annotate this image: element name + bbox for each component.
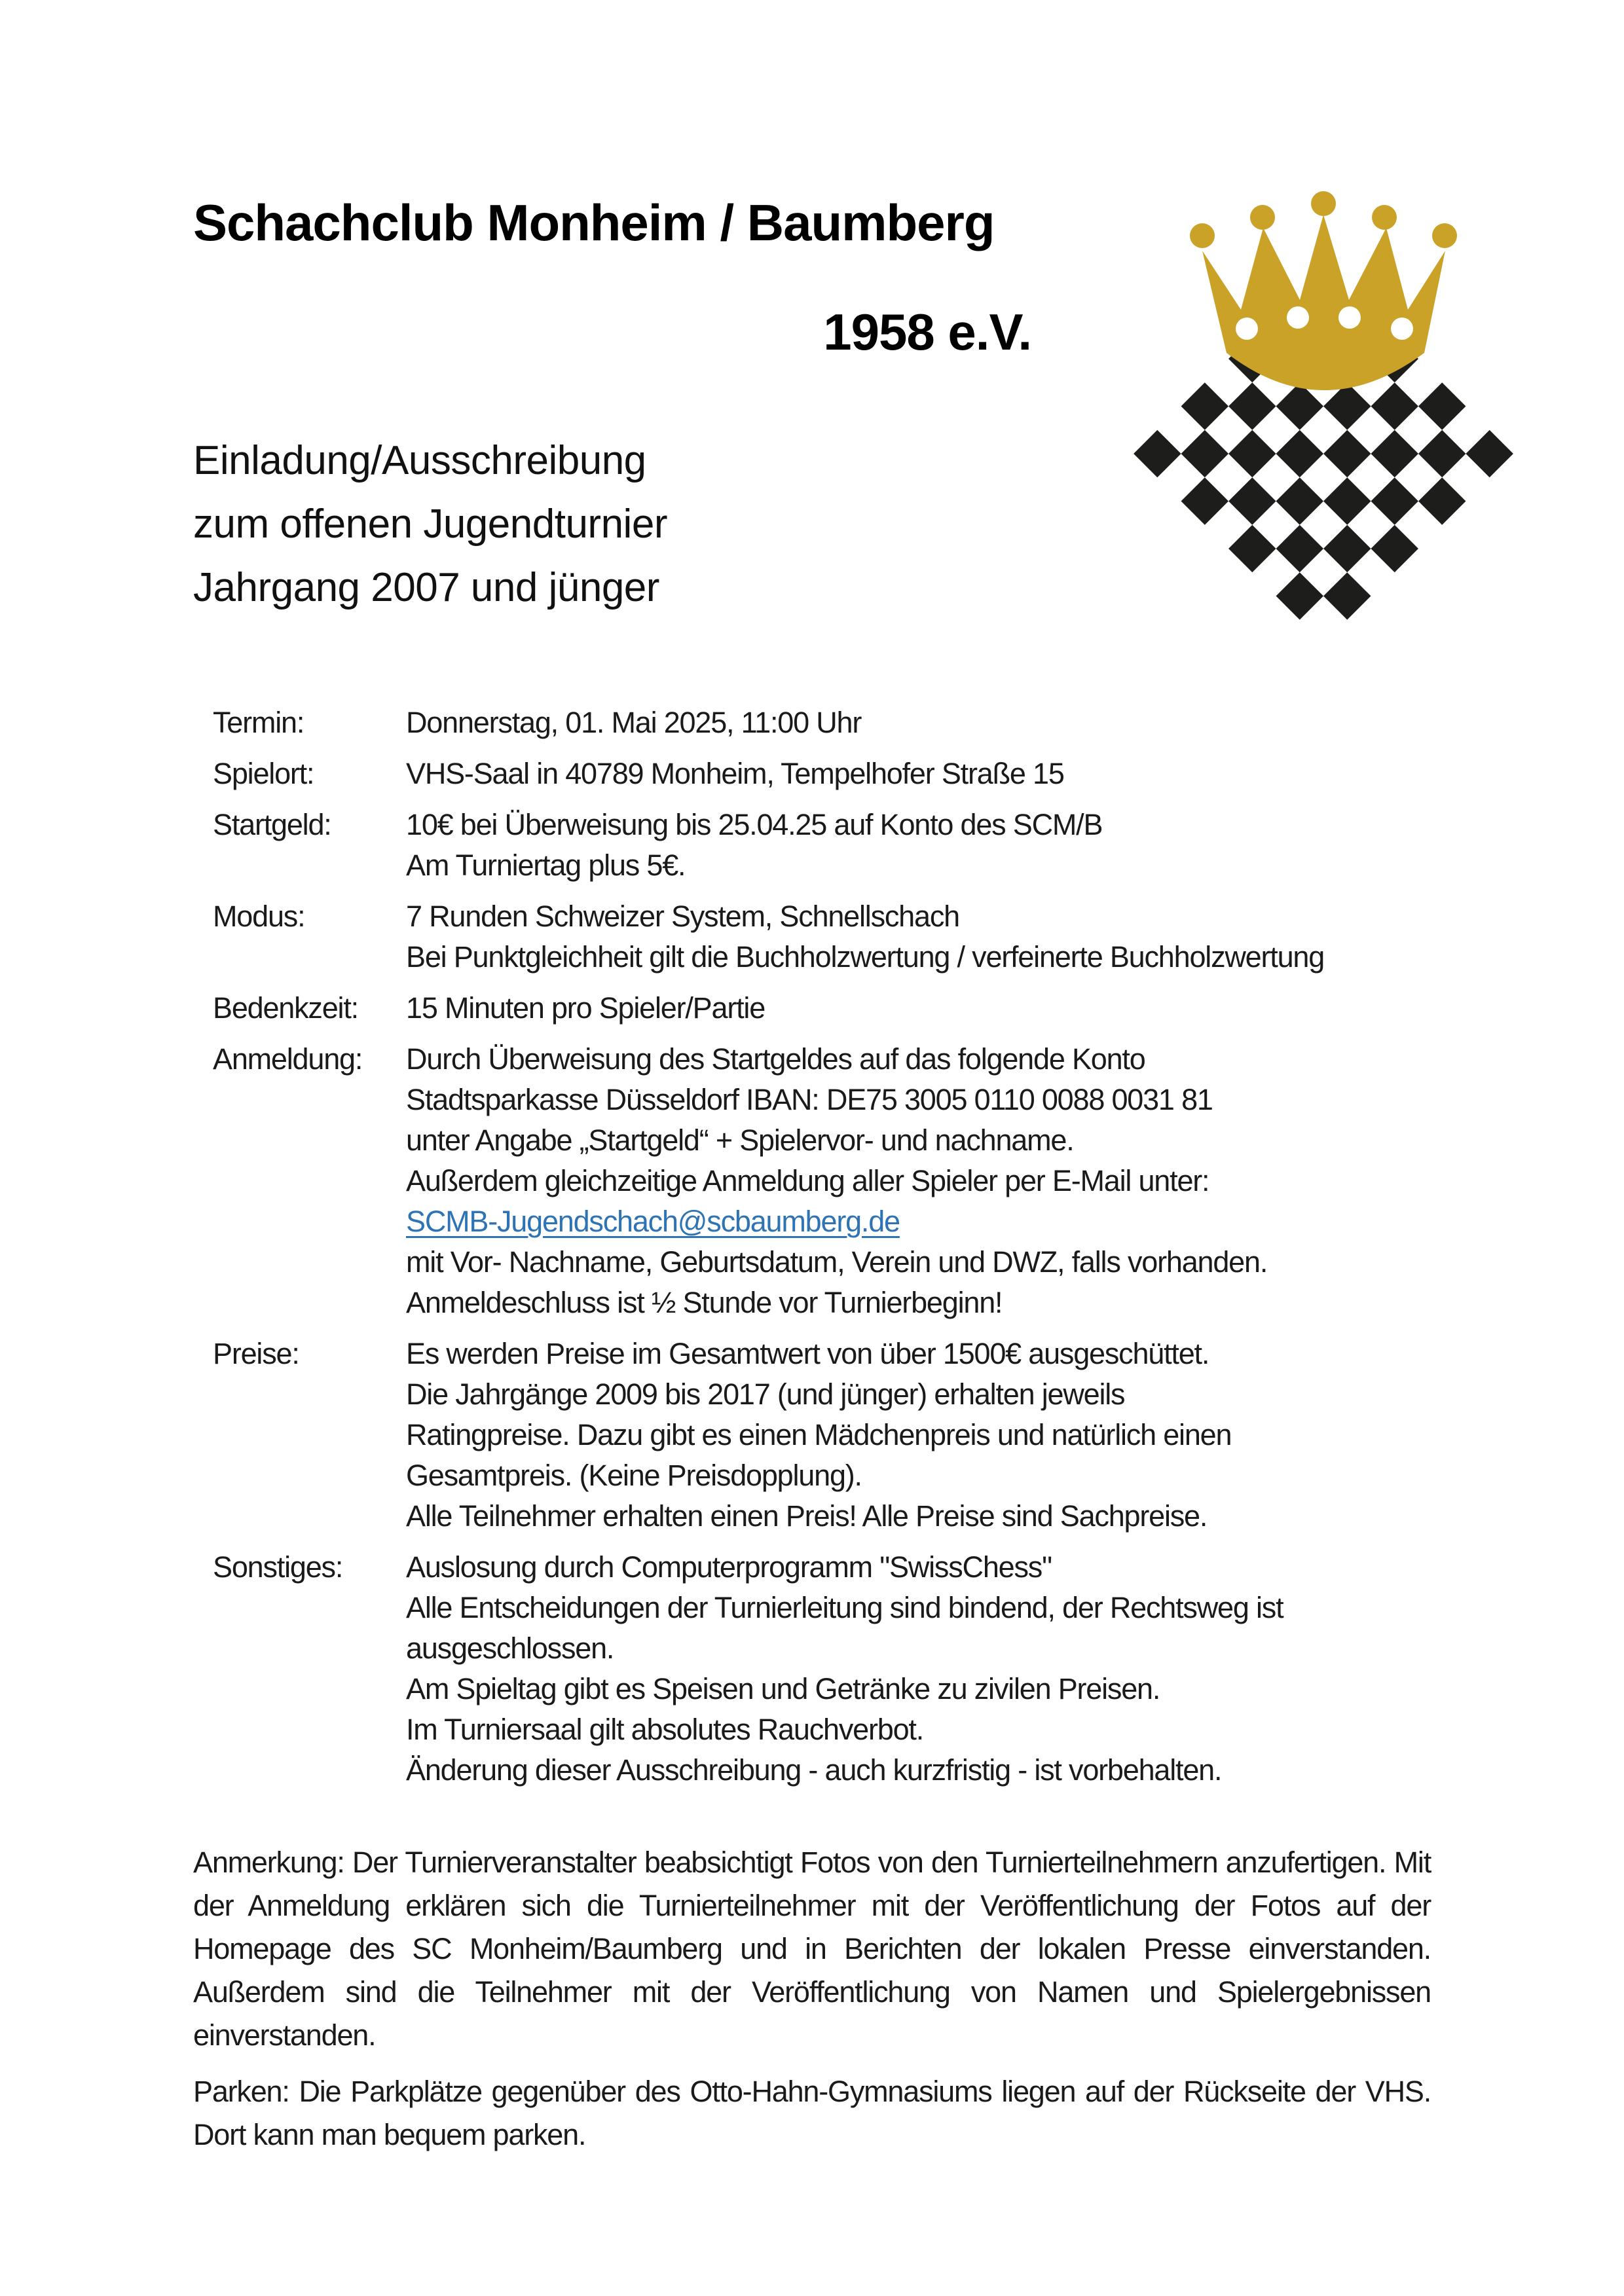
page-title: Schachclub Monheim / Baumberg xyxy=(193,194,995,251)
details-table xyxy=(213,702,1536,1801)
detail-label: Preise: xyxy=(213,1337,299,1370)
detail-label: Bedenkzeit: xyxy=(213,991,358,1025)
detail-line: mit Vor- Nachname, Geburtsdatum, Verein und DWZ, falls vorhanden. xyxy=(406,1245,1268,1279)
detail-line: Anmeldeschluss ist ½ Stunde vor Turnierbeginn! xyxy=(406,1286,1003,1319)
detail-line: Gesamtpreis. (Keine Preisdopplung). xyxy=(406,1459,862,1492)
detail-line: Es werden Preise im Gesamtwert von über 1500€ ausgeschüttet. xyxy=(406,1337,1209,1370)
detail-line: VHS-Saal in 40789 Monheim, Tempelhofer Straße 15 xyxy=(406,757,1064,790)
detail-label: Spielort: xyxy=(213,757,314,790)
detail-label: Anmeldung: xyxy=(213,1042,363,1076)
detail-line: Donnerstag, 01. Mai 2025, 11:00 Uhr xyxy=(406,706,862,739)
detail-row xyxy=(213,805,1536,886)
invitation-line: Jahrgang 2007 und jünger xyxy=(193,565,659,610)
detail-line: 15 Minuten pro Spieler/Partie xyxy=(406,991,766,1025)
detail-value xyxy=(406,896,1536,977)
detail-line: Ratingpreise. Dazu gibt es einen Mädchenpreis und natürlich einen xyxy=(406,1418,1232,1451)
detail-value xyxy=(406,988,1536,1029)
detail-line xyxy=(406,1201,1536,1242)
detail-line: Im Turniersaal gilt absolutes Rauchverbot. xyxy=(406,1713,924,1746)
detail-line: 7 Runden Schweizer System, Schnellschach xyxy=(406,900,959,933)
detail-line: Die Jahrgänge 2009 bis 2017 (und jünger) erhalten jeweils xyxy=(406,1377,1125,1411)
detail-value xyxy=(406,1334,1536,1537)
detail-line: Stadtsparkasse Düsseldorf IBAN: DE75 3005 0110 0088 0031 81 xyxy=(406,1083,1213,1116)
detail-line: Am Spieltag gibt es Speisen und Getränke zu zivilen Preisen. xyxy=(406,1672,1160,1705)
page-title-year: 1958 e.V. xyxy=(823,303,1031,361)
detail-line: Bei Punktgleichheit gilt die Buchholzwertung / verfeinerte Buchholzwertung xyxy=(406,940,1325,974)
detail-line: Am Turniertag plus 5€. xyxy=(406,848,686,882)
detail-row xyxy=(213,988,1536,1029)
detail-row xyxy=(213,702,1536,743)
detail-line: Änderung dieser Ausschreibung - auch kurzfristig - ist vorbehalten. xyxy=(406,1753,1222,1787)
detail-row xyxy=(213,1039,1536,1323)
anmerkung-paragraph: Anmerkung: Der Turnierveranstalter beabsichtigt Fotos von den Turnierteilnehmern anzufertigen. Mit der Anmeldung erklären sich die Turnierteilnehmer mit der Veröffentlichung der Fotos auf der Homepage des SC Monheim/Baumberg und in Berichten der lokalen Presse einverstanden. Außerdem sind die Teilnehmer mit der Veröffentlichung von Namen und Spielergebnissen einverstanden. xyxy=(193,1846,1431,2052)
detail-label: Termin: xyxy=(213,706,304,739)
detail-line: ausgeschlossen. xyxy=(406,1631,614,1665)
detail-line: Auslosung durch Computerprogramm "SwissChess" xyxy=(406,1550,1052,1584)
detail-label: Startgeld: xyxy=(213,808,331,841)
crown-icon xyxy=(1190,191,1457,390)
invitation-line: Einladung/Ausschreibung xyxy=(193,438,646,483)
detail-line: Durch Überweisung des Startgeldes auf das folgende Konto xyxy=(406,1042,1145,1076)
detail-value xyxy=(406,702,1536,743)
detail-row xyxy=(213,1334,1536,1537)
detail-value xyxy=(406,1547,1536,1791)
detail-line: unter Angabe „Startgeld“ + Spielervor- und nachname. xyxy=(406,1123,1074,1157)
invitation-line: zum offenen Jugendturnier xyxy=(193,501,667,547)
detail-line: Alle Teilnehmer erhalten einen Preis! Alle Preise sind Sachpreise. xyxy=(406,1499,1208,1533)
detail-line: Außerdem gleichzeitige Anmeldung aller Spieler per E-Mail unter: xyxy=(406,1164,1209,1197)
detail-line: Alle Entscheidungen der Turnierleitung sind bindend, der Rechtsweg ist xyxy=(406,1591,1283,1624)
email-link[interactable]: SCMB-Jugendschach@scbaumberg.de xyxy=(406,1205,900,1238)
club-logo xyxy=(1127,182,1520,653)
detail-value xyxy=(406,805,1536,886)
detail-value xyxy=(406,1039,1536,1323)
parken-paragraph: Parken: Die Parkplätze gegenüber des Otto-Hahn-Gymnasiums liegen auf der Rückseite der VHS. Dort kann man bequem parken. xyxy=(193,2075,1431,2151)
detail-row xyxy=(213,896,1536,977)
detail-row xyxy=(213,1547,1536,1791)
detail-value xyxy=(406,754,1536,794)
invitation-heading xyxy=(193,429,667,619)
detail-row xyxy=(213,754,1536,794)
detail-line: 10€ bei Überweisung bis 25.04.25 auf Konto des SCM/B xyxy=(406,808,1103,841)
detail-label: Sonstiges: xyxy=(213,1550,343,1584)
detail-label: Modus: xyxy=(213,900,305,933)
